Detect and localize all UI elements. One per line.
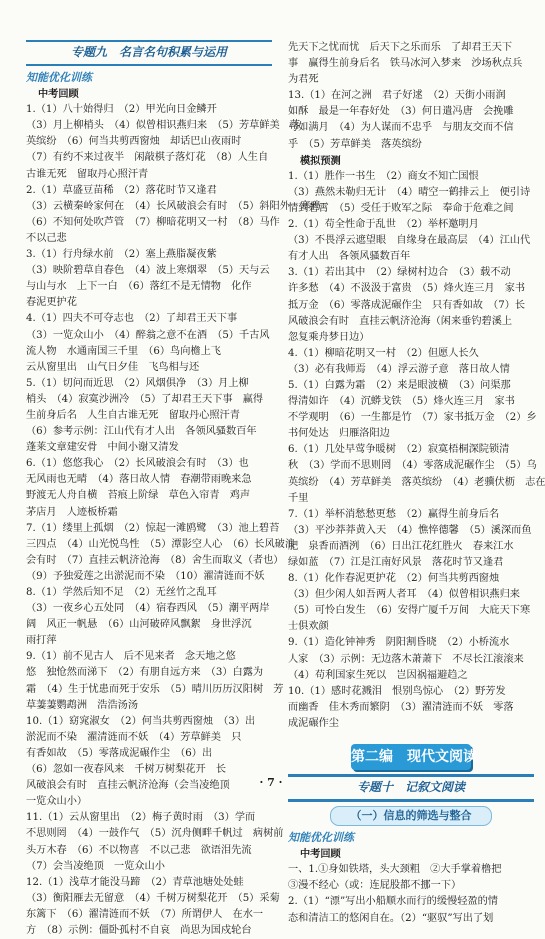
answer-line: 霜 （4）生于忧患而死于安乐 （5）晴川历历汉阳树 芳 [26, 683, 284, 695]
answer-line: 会有时 （7）直挂云帆济沧海 （8）舍生而取义（者也） [26, 554, 284, 566]
answer-line: 淤泥而不染 濯清涟而不妖 （4）芳草鲜美 只 [26, 731, 242, 743]
topic-nine-title: 专题九 名言名句积累与运用 [26, 40, 272, 66]
answer-line: （9）予独爱莲之出淤泥而不染 （10）濯清涟而不妖 [26, 570, 265, 582]
part-two-title: 第二编 现代文阅读 [351, 744, 471, 770]
answer-line: ③漫不经心（或：连屁股都不挪一下） [288, 880, 462, 892]
subsection-title: （一）信息的筛选与整合 [330, 806, 492, 826]
answer-line: 5.（1）白露为霜 （2）来是眼波横 （3）问渠那 [288, 379, 511, 391]
answer-line: 有才人出 各领风骚数百年 [288, 251, 411, 263]
answer-line: 12.（1）浅草才能没马蹄 （2）青草池塘处处蛙 [26, 876, 244, 888]
answer-line: 有香如故 （5）零落成泥碾作尘 （6）出 [26, 747, 213, 759]
answer-line: 10.（1）窈窕淑女 （2）何当共剪西窗烛 （3）出 [26, 715, 256, 727]
subheading: 模拟预测 [300, 154, 341, 167]
answer-line: （3）燕然未勒归无计 （4）晴空一鹤排云上 便引诗 [288, 186, 531, 198]
right-bottom-answer-list [288, 846, 534, 926]
answer-line: 8.（1）化作春泥更护花 （2）何当共剪西窗烛 [288, 573, 500, 585]
answer-line: 2.（1）苟全性命于乱世 （2）举杯邀明月 [288, 219, 479, 231]
answer-line: （7）有约不来过夜半 闲敲棋子落灯花 （8）人生自 [26, 152, 269, 164]
answer-line: 抵万金 （6）零落成泥碾作尘 只有香如故 （7）长 [288, 299, 526, 311]
answer-line: 书何处达 归雁洛阳边 [288, 428, 390, 440]
answer-line: 肥 泉香而酒洌 （6）日出江花红胜火 春来江水 [288, 540, 514, 552]
knowledge-training-tag: 知能优化训练 [26, 71, 92, 84]
subheading: 中考回顾 [300, 848, 341, 861]
answer-line: 士俱欢颜 [288, 621, 329, 633]
answer-line: 先天下之忧而忧 后天下之乐而乐 了却君王天下 [288, 42, 513, 53]
knowledge-training-tag-2: 知能优化训练 [288, 831, 354, 845]
answer-line: 4.（1）柳暗花明又一村 （2）但愿人长久 [288, 347, 479, 359]
answer-line: 与山与水 上下一白 （6）落红不是无情物 化作 [26, 281, 252, 293]
answer-line: 而幽香 佳木秀而繁阴 （3）濯清涟而不妖 零落 [288, 701, 514, 713]
answer-line: 草萋萋鹦鹉洲 浩浩汤汤 [26, 699, 139, 711]
answer-line: 春泥更护花 [26, 297, 77, 309]
answer-line: （3）一览众山小 （4）醉翁之意不在酒 （5）千古风 [26, 329, 270, 341]
answer-line: 悠 独怆然而涕下 （2）有朋自远方来 （3）白露为 [26, 667, 264, 679]
answer-line: （3）不畏浮云遮望眼 自缘身在最高层 （4）江山代 [288, 235, 531, 247]
answer-line: （7）会当凌绝顶 一览众山小 [26, 860, 165, 872]
answer-line: 一、1.①身如铁塔，头大颈粗 ②大手掌着橹把 [288, 864, 502, 876]
right-column [288, 40, 545, 927]
answer-line: 7.（1）缕里上孤烟 （2）惊起一滩鸥鹭 （3）池上碧苔 [26, 522, 280, 534]
answer-line: 情到碧霄 （5）受任于败军之际 奉命于危难之间 [288, 202, 514, 214]
answer-line: 蓬莱文章建安骨 中间小谢又清发 [26, 442, 179, 454]
answer-line: 英缤纷 （4）芳草鲜美 落英缤纷 （4）老骥伏枥 志在 [288, 476, 545, 488]
answer-line: 如酥 最是一年春好处 （3）何日遣冯唐 会挽雕 [288, 106, 514, 118]
answer-line: 10.（1）感时花溅泪 恨别鸟惊心 （2）野芳发 [288, 685, 506, 697]
answer-line: 古谁无死 留取丹心照汗青 [26, 168, 149, 180]
answer-line: 4.（1）四夫不可夺志也 （2）了却君王天下事 [26, 313, 238, 325]
answer-line: 茅店月 人迹板桥霜 [26, 506, 118, 518]
answer-line: 3.（1）行舟绿水前 （2）塞上燕脂凝夜紫 [26, 249, 217, 261]
answer-line: （3）平沙莽莽黄入天 （4）憔悴德馨 （5）溪深而鱼 [288, 524, 532, 536]
answer-line: 6.（1）悠悠我心 （2）长风破浪会有时 （3）也 [26, 458, 249, 470]
answer-line: （3）月上柳梢头 （4）似曾相识燕归来 （5）芳草鲜美 落 [26, 120, 301, 132]
answer-line: 云从窗里出 山气日夕佳 飞鸟相与还 [26, 361, 200, 373]
answer-line: 千里 [288, 492, 309, 504]
answer-line: 不思则罔 （4）一鼓作气 （5）沉舟侧畔千帆过 病树前 [26, 828, 284, 840]
left-section-tag [26, 70, 272, 86]
answer-line: 不以己悲 [26, 232, 67, 244]
answer-line: 方 （8）示例：僵卧孤村不自哀 尚思为国戍轮台 [26, 924, 252, 936]
answer-line: 得清如许 （4）沉蟒戈铁 （5）烽火连三月 家书 [288, 396, 515, 408]
answer-line: （3）但少闲人如吾两人者耳 （4）似曾相识燕归来 [288, 589, 520, 601]
answer-line: 野渡无人舟自横 苔痕上阶绿 草色入帘青 鸡声 [26, 490, 251, 502]
answer-line: 5.（1）切问而近思 （2）风烟俱净 （3）月上柳 [26, 377, 249, 389]
right-section-tag [288, 830, 534, 846]
answer-line: 东篱下 （6）濯清涟而不妖 （7）所谓伊人 在水一 [26, 908, 264, 920]
answer-line: 英缤纷 （6）何当共剪西窗烛 却话巴山夜雨时 [26, 136, 242, 148]
answer-line: 13.（1）在河之洲 君子好逑 （2）天街小雨润 [288, 90, 506, 102]
answer-line: 生前身后名 人生自古谁无死 留取丹心照汗青 [26, 409, 240, 421]
answer-line: （6）忽如一夜春风来 千树万树梨花开 长 [26, 764, 227, 776]
answer-line: （3）映阶碧草自春色 （4）波上寒烟翠 （5）天与云 [26, 265, 270, 277]
answer-line: （5）可怜白发生 （6）安得广厦千万间 大庇天下寒 [288, 605, 531, 617]
answer-line: 1.（1）胜作一书生 （2）商女不知亡国恨 [288, 170, 479, 182]
answer-line: 一览众山小） [26, 796, 88, 808]
answer-line: （3）云横秦岭家何在 （4）长风破浪会有时 （5）斜阳外 寒鸦 [26, 200, 321, 212]
answer-line: 风破浪会有时 直挂云帆济沧海（会当凌绝顶 [26, 780, 230, 792]
answer-line: 8.（1）学然后知不足 （2）无丝竹之乱耳 [26, 587, 217, 598]
answer-line: 阔 风正一帆悬 （6）山河破碎风飘絮 身世浮沉 [26, 619, 252, 631]
answer-line: （6）参考示例：江山代有才人出 各领风骚数百年 [26, 426, 257, 438]
answer-line: 2.（1）草盛豆苗稀 （2）落花时节又逢君 [26, 184, 217, 196]
answer-line: 头万木春 （6）不以物喜 不以己悲 欲语泪先流 [26, 844, 252, 856]
answer-line: 人家 （3）示例：无边落木萧萧下 不尽长江滚滚来 [288, 653, 524, 665]
answer-line: 三四点 （4）山光悦鸟性 （5）潭影空人心 （6）长风破浪 [26, 538, 296, 550]
subheading: 中考回顾 [38, 88, 79, 101]
answer-line: 雨打萍 [26, 635, 57, 647]
topic-ten-title: 专题十 记叙文阅读 [288, 774, 534, 802]
answer-line: 1.（1）八十始得归 （2）甲光向日金鳞开 [26, 104, 217, 116]
answer-line: 9.（1）前不见古人 后不见来者 念天地之悠 [26, 651, 236, 663]
answer-line: （4）苟利国家生死以 岂因祸福避趋之 [288, 669, 468, 681]
answer-line: （6）不知何处吹芦管 （7）柳暗花明又一村 （8）马作 [26, 216, 280, 228]
answer-line: 秋 （3）学而不思则罔 （4）零落成泥碾作尘 （5）乌 [288, 460, 537, 472]
answer-line: 3.（1）若出其中 （2）绿树村边合 （3）载不动 [288, 267, 511, 279]
answer-line: 为君死 [288, 74, 319, 86]
page-number: · 7 · [259, 776, 283, 789]
answer-line: 许多愁 （4）不汲汲于富贵 （5）烽火连三月 家书 [288, 283, 526, 295]
answer-line: 不学观明 （6）一生都是竹 （7）家书抵万金 （2）乡 [288, 412, 537, 424]
answer-line: （3）必有我师焉 （4）浮云游子意 落日故人情 [288, 363, 510, 375]
answer-line: （3）衡阳雁去无留意 （4）千树万树梨花开 （5）采菊 [26, 892, 280, 904]
answer-line: 弓如满月 （4）为人谋而不忠乎 与朋友交而不信 [288, 122, 514, 134]
answer-line: 11.（1）云从窗里出 （2）梅子黄时雨 （3）学而 [26, 812, 256, 824]
answer-line: 乎 （5）芳草鲜美 落英缤纷 [288, 138, 422, 150]
answer-line: 2.（1）“漂”写出小船顺水而行的缓慢轻盈的情 [288, 896, 498, 908]
answer-line: （3）一夜乡心五处同 （4）宿春西风 （5）潮平两岸 [26, 603, 270, 615]
answer-line: 风破浪会有时 直挂云帆济沧海（闲来垂钓碧溪上 [288, 315, 513, 327]
answer-line: 9.（1）造化钟神秀 阴阳割昏晓 （2）小桥流水 [288, 637, 510, 649]
answer-line: 态和清洁工的悠闲自在。（2）“驱驭”写出了划 [288, 912, 494, 924]
answer-line: 成泥碾作尘 [288, 717, 339, 729]
answer-line: 6.（1）几处早莺争暖树 （2）寂寞梧桐深院锁清 [288, 444, 510, 456]
answer-line: 绿如蓝 （7）江是江南好风景 落花时节又逢君 [288, 557, 504, 568]
answer-line: 无风雨也无晴 （4）落日故人情 春潮带雨晚来急 [26, 474, 252, 486]
answer-line: 忽复乘舟梦日边） [288, 331, 370, 343]
answer-line: 流人物 水通南国三千里 （6）鸟向檐上飞 [26, 345, 221, 357]
answer-line: 事 赢得生前身后名 铁马冰河入梦来 沙场秋点兵 [288, 58, 523, 70]
right-answer-list [288, 40, 545, 732]
answer-line: 梢头 （4）寂寞沙洲冷 （5）了却君王天下事 赢得 [26, 393, 264, 405]
answer-line: 7.（1）举杯消愁愁更愁 （2）赢得生前身后名 [288, 508, 500, 520]
